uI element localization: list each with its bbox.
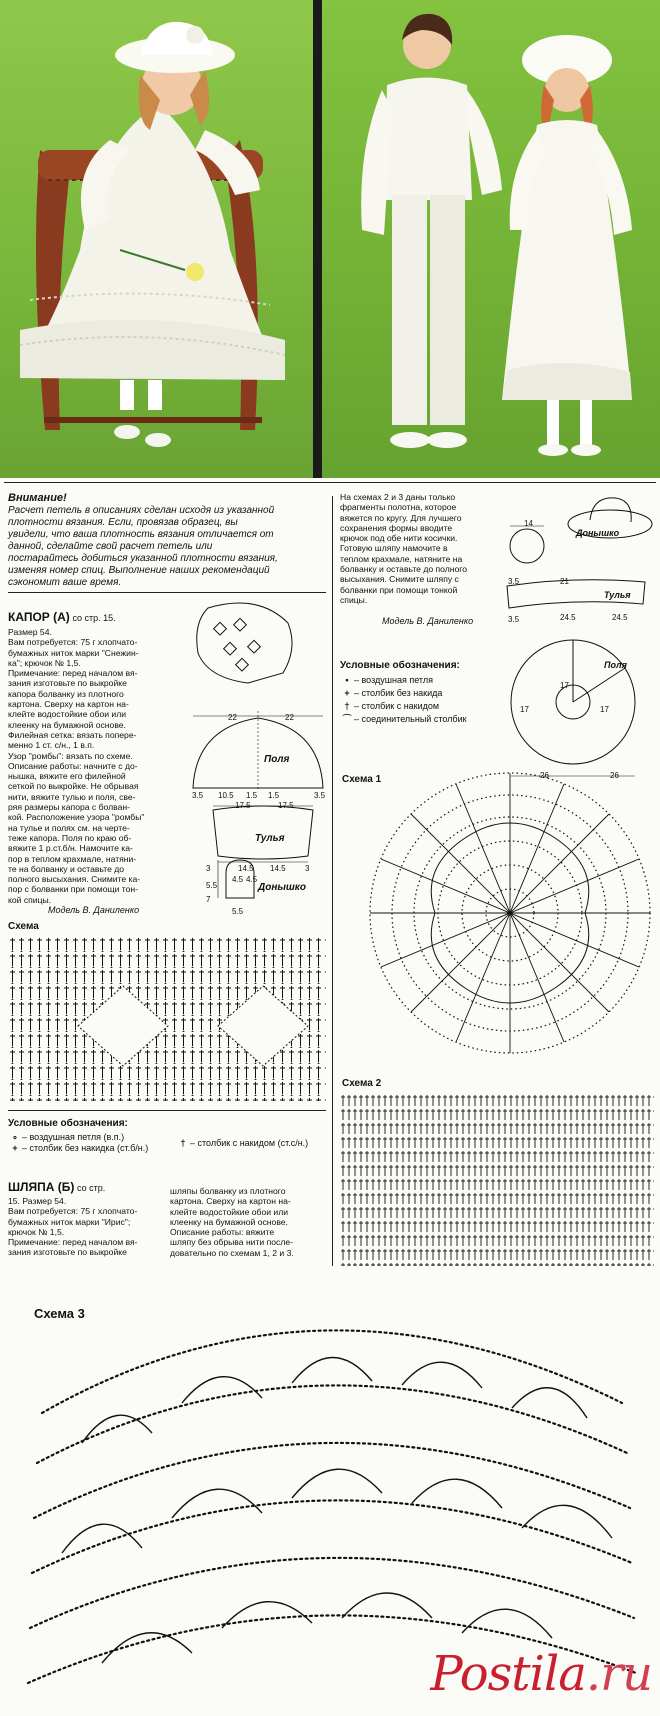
kapor-dim: 3	[206, 864, 211, 873]
shlyapa-line: Примечание: перед началом вя-	[8, 1237, 138, 1248]
hat-dim: 24.5	[560, 613, 576, 622]
kapor-line: те на болванку и оставьте до	[8, 863, 125, 874]
kapor-dim: 7	[206, 895, 211, 904]
shlyapa-note-line: фрагменты полотна, которое	[340, 502, 457, 513]
kapor-dim: 4.5	[246, 875, 258, 884]
attention-rule	[8, 592, 326, 593]
shlyapa-line: довательно по схемам 1, 2 и 3.	[170, 1247, 294, 1258]
photo-divider	[313, 0, 322, 478]
shlyapa-note-line: Готовую шляпу намочите в	[340, 543, 448, 554]
hat-dim: 17	[600, 705, 609, 714]
shlyapa-note-line: На схемах 2 и 3 даны только	[340, 492, 456, 502]
kapor-line: Вам потребуется: 75 г хлопчато-	[8, 637, 138, 648]
schema2-stitch-grid	[340, 1094, 654, 1266]
kapor-legend-item: † – столбик с накидом (ст.с/н.)	[176, 1138, 308, 1150]
kapor-line: Узор "ромбы": вязать по схеме.	[8, 750, 133, 761]
shlyapa-line: 15. Размер 54.	[8, 1196, 67, 1206]
double-crochet-icon: †	[180, 1138, 186, 1148]
shlyapa-line: бумажных ниток марки "Ирис";	[8, 1216, 131, 1227]
kapor-author: Модель В. Даниленко	[48, 905, 140, 915]
kapor-line: пор с болванки при помощи тон-	[8, 884, 138, 895]
shlyapa-line: картона. Сверху на картон на-	[170, 1196, 291, 1207]
shlyapa-line: крючок № 1,5.	[8, 1226, 65, 1237]
hat-tulya-label: Тулья	[604, 590, 631, 600]
girl-in-chair-illustration	[0, 0, 313, 478]
kapor-line: зания изготовьте по выкройке	[8, 678, 127, 689]
kapor-ref: со стр. 15.	[72, 613, 116, 623]
attention-line: Расчет петель в описаниях сделан исходя из указанной	[8, 505, 275, 516]
shlyapa-line: шляпы болванку из плотного	[170, 1186, 286, 1196]
kapor-legend-list	[8, 1132, 168, 1154]
kapor-dim: 5.5	[206, 881, 218, 890]
schema3-row	[30, 1558, 634, 1628]
double-crochet-icon: †	[344, 701, 350, 711]
attention-title: Внимание!	[8, 492, 67, 504]
kapor-tulya-label: Тулья	[255, 833, 285, 844]
kapor-dim: 14.5	[270, 864, 286, 873]
schema3-row	[37, 1385, 627, 1463]
kapor-pattern-pieces	[188, 598, 328, 908]
hat-dim: 24.5	[612, 613, 628, 622]
kapor-legend-title: Условные обозначения:	[8, 1118, 128, 1129]
chain-stitch-icon: ∘	[12, 1132, 18, 1142]
kapor-line: кой спицы.	[8, 894, 52, 905]
kapor-dim: 22	[228, 713, 237, 722]
hat-dim: 3.5	[508, 615, 520, 624]
schema1-label: Схема 1	[342, 774, 382, 785]
kapor-line: Описание работы: начните с до-	[8, 760, 138, 771]
kapor-line: Примечание: перед началом вя-	[8, 668, 138, 679]
attention-line: изменяя номер спиц. Выполнение наших рекомендаций	[8, 565, 270, 576]
attention-line: плотности вязания. Если, провязав образец, вы	[8, 517, 238, 528]
kapor-dim: 5.5	[232, 907, 244, 916]
kapor-line: ряя размеры капора с болван-	[8, 802, 130, 813]
single-crochet-icon: +	[344, 688, 350, 698]
shlyapa-note-line: спицы.	[340, 594, 368, 605]
postila-watermark: Postila.ru	[430, 1646, 652, 1702]
schema3-label: Схема 3	[34, 1306, 85, 1321]
shlyapa-line: зания изготовьте по выкройке	[8, 1247, 127, 1258]
kapor-line: капора болванку из плотного	[8, 688, 124, 699]
schema2-grid-chart	[340, 1094, 654, 1266]
shlyapa-line: Описание работы: вяжите	[170, 1227, 275, 1238]
shlyapa-note-line: теплом крахмале, натяните на	[340, 553, 463, 564]
schema1-spokes	[370, 773, 650, 1053]
kapor-line: теже капора. Поля по краю об-	[8, 832, 132, 843]
kapor-line: картона. Сверху на картон на-	[8, 699, 129, 710]
attention-text	[8, 505, 328, 589]
top-rule	[4, 482, 656, 483]
legend-rule	[8, 1110, 326, 1111]
kapor-line: менно 1 ст. с/н., 1 в.п.	[8, 740, 95, 751]
kapor-line: Размер 54.	[8, 627, 52, 637]
shlyapa-line: шляпу без обрыва нити после-	[170, 1237, 293, 1248]
kapor-crochet-chart	[8, 936, 326, 1101]
kapor-line: нити, вяжите тулью и поля, све-	[8, 791, 136, 802]
shlyapa-note-line: болванки при помощи тонкой	[340, 584, 458, 595]
slip-stitch-icon: ⌒	[342, 714, 352, 724]
kapor-line: клеенку на бумажной основе.	[8, 719, 126, 730]
kapor-description	[8, 627, 183, 905]
pattern-page	[0, 478, 660, 1716]
shlyapa-description-left	[8, 1196, 168, 1258]
attention-line: сэкономит ваше время.	[8, 577, 122, 588]
kapor-polya-piece	[193, 711, 323, 790]
single-crochet-icon: +	[12, 1143, 18, 1153]
kapor-line: ка"; крючок № 1,5.	[8, 657, 81, 668]
shlyapa-note-line: сохранения формы вводите	[340, 522, 453, 533]
photo-girl-in-chair	[0, 0, 313, 478]
attention-line: постарайтесь добиться указанной плотности вязания,	[8, 553, 278, 564]
hat-donyshko-piece	[510, 526, 544, 563]
kapor-dim: 3.5	[314, 791, 326, 800]
column-divider	[332, 496, 333, 1266]
shlyapa-note-line: болванку и оставьте до полного	[340, 564, 468, 575]
shlyapa-title: ШЛЯПА (Б)	[8, 1180, 75, 1194]
shlyapa-heading	[8, 1182, 105, 1195]
schema3-row	[34, 1443, 630, 1518]
schema3-fan-chart	[22, 1293, 642, 1698]
shlyapa-author: Модель В. Даниленко	[382, 616, 474, 626]
schema3-fans	[62, 1357, 612, 1663]
hat-dim: 21	[560, 577, 569, 586]
kapor-dim: 22	[285, 713, 294, 722]
kapor-heading	[8, 612, 116, 625]
kapor-dim: 14.5	[238, 864, 254, 873]
kapor-line: сеткой по выкройке. Не обрывая	[8, 781, 139, 792]
attention-line: увидели, что ваша плотность вязания отличается от	[8, 529, 274, 540]
attention-line: данной, сделайте свой расчет петель или	[8, 541, 213, 552]
hat-dim: 3.5	[508, 577, 520, 586]
kapor-title: КАПОР (А)	[8, 610, 70, 624]
hat-dim: 14	[524, 519, 533, 528]
hat-legend-item: † – столбик с накидом	[340, 700, 500, 713]
shlyapa-line: клейте водостойкие обои или	[170, 1206, 289, 1217]
kapor-dim: 3.5	[192, 791, 204, 800]
hat-legend-list	[340, 674, 500, 726]
hat-legend-item: • – воздушная петля	[340, 674, 500, 687]
hat-legend-item: ⌒ – соединительный столбик	[340, 713, 500, 726]
kapor-line: бумажных ниток марки "Снежин-	[8, 647, 139, 658]
kapor-schema-label: Схема	[8, 921, 39, 932]
kapor-dim: 4.5	[232, 875, 244, 884]
hat-dim: 26	[610, 771, 619, 780]
shlyapa-line: Вам потребуется: 75 г хлопчато-	[8, 1206, 138, 1217]
kapor-line: кой. Расположение узора "ромбы"	[8, 812, 145, 823]
kapor-dim: 3	[305, 864, 310, 873]
shlyapa-note-line: крючок под обе нити косички.	[340, 533, 458, 544]
hat-dim: 17	[560, 681, 569, 690]
hat-dim: 17	[520, 705, 529, 714]
kapor-line: клейте водостойкие обои или	[8, 709, 127, 720]
kapor-line: полного высыхания. Снимите ка-	[8, 874, 141, 885]
kapor-dim: 10.5	[218, 791, 234, 800]
hat-polya-label: Поля	[604, 660, 627, 670]
kapor-line: на тулье и полях см. на черте-	[8, 822, 130, 833]
kapor-legend-item: + – столбик без накидка (ст.б/н.)	[8, 1143, 168, 1154]
kapor-dim: 17.5	[278, 801, 294, 810]
schema3-row	[42, 1330, 622, 1413]
photo-boy-and-girl	[322, 0, 660, 478]
kapor-sketch	[197, 603, 292, 683]
kapor-dim: 17.5	[235, 801, 251, 810]
hat-donyshko-label: Донышко	[576, 528, 620, 538]
shlyapa-note-line: высыхания. Снимите шляпу с	[340, 574, 459, 585]
kapor-line: нышка, вяжите его филейной	[8, 771, 126, 782]
hat-legend-item: + – столбик без накида	[340, 687, 500, 700]
hat-dim: 26	[540, 771, 549, 780]
kapor-line: вяжите 1 р.ст.б/н. Намочите ка-	[8, 843, 133, 854]
kapor-dim: 1.5	[246, 791, 258, 800]
shlyapa-ref: со стр.	[77, 1183, 106, 1193]
chain-stitch-icon: •	[345, 675, 349, 685]
hat-legend-title: Условные обозначения:	[340, 660, 460, 671]
schema1-circular-chart	[365, 768, 655, 1058]
shlyapa-description-mid	[170, 1186, 330, 1258]
kapor-line: Филейная сетка: вязать попере-	[8, 729, 137, 740]
kapor-line: пор в теплом крахмале, натяни-	[8, 853, 137, 864]
kapor-donyshko-label: Донышко	[258, 882, 306, 893]
shlyapa-line: клеенку на бумажной основе.	[170, 1216, 288, 1227]
schema2-label: Схема 2	[342, 1078, 382, 1089]
kapor-legend-item: ∘ – воздушная петля (в.п.)	[8, 1132, 168, 1143]
kapor-dim: 1.5	[268, 791, 280, 800]
shlyapa-note-line: вяжется по кругу. Для лучшего	[340, 512, 462, 523]
shlyapa-notes	[340, 492, 500, 605]
boy-and-girl-illustration	[322, 0, 660, 478]
kapor-polya-label: Поля	[264, 754, 290, 765]
